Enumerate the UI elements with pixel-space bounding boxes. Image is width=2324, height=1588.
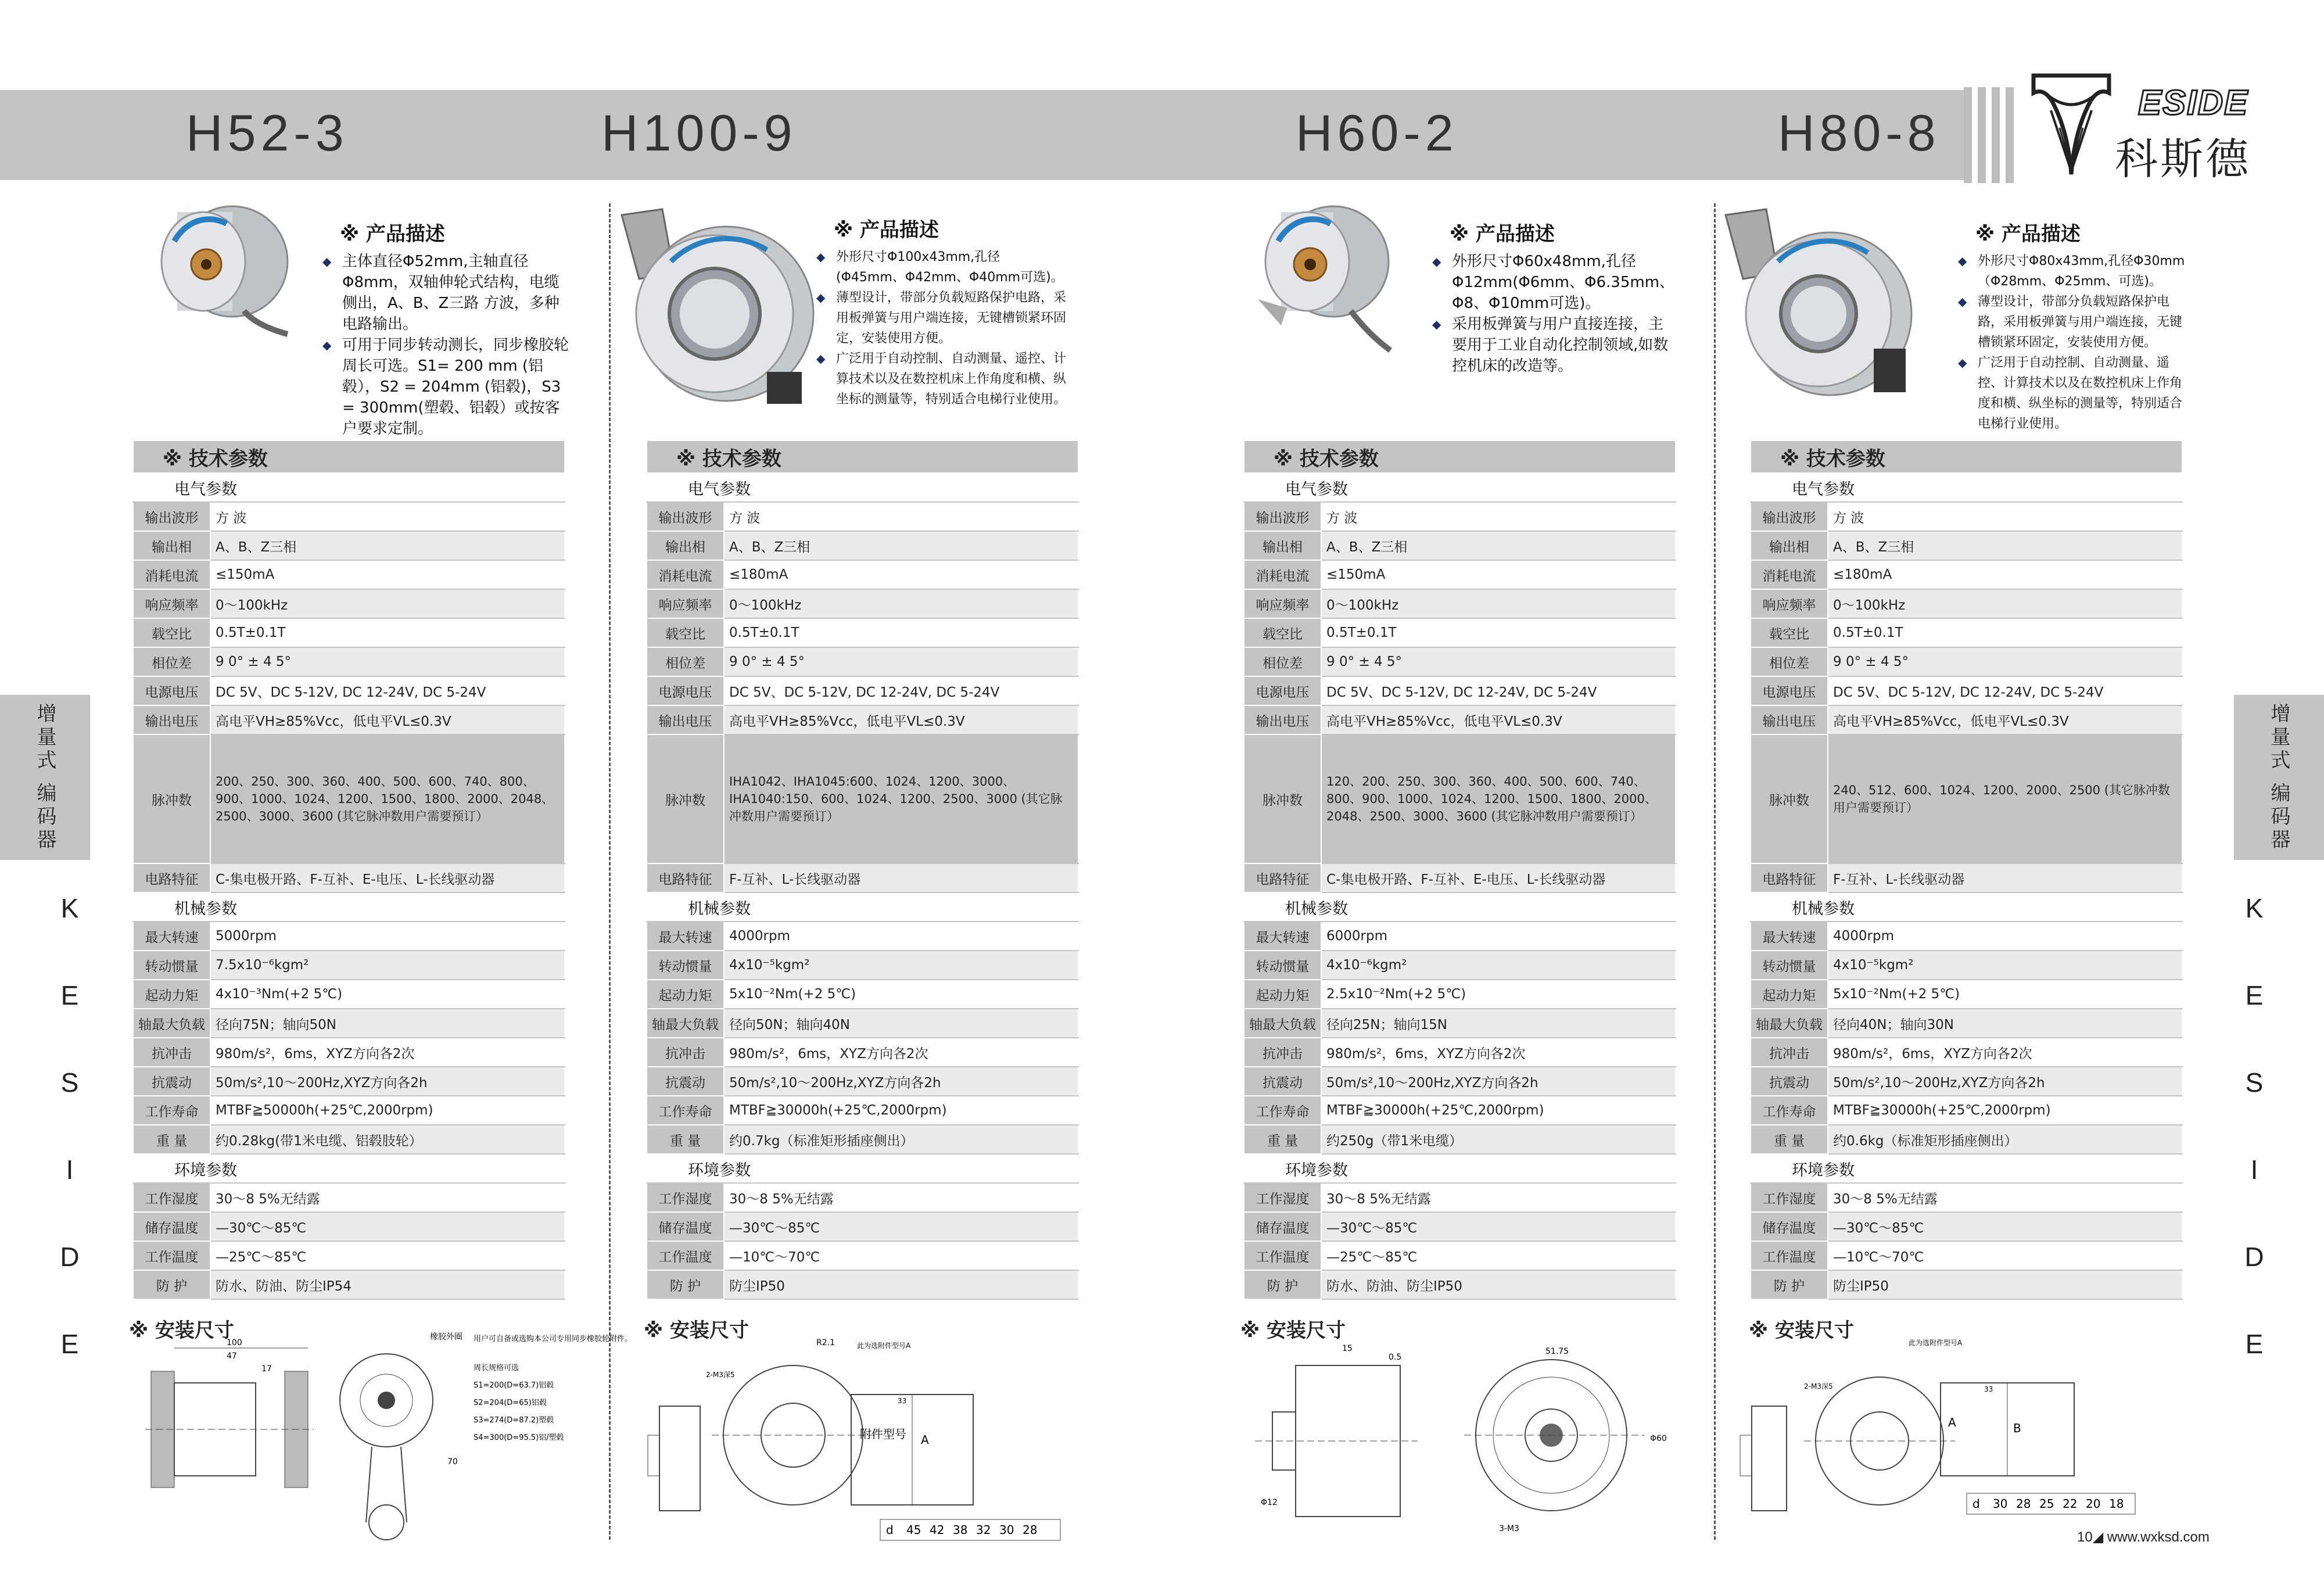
spec-label: 消耗电流	[1244, 560, 1321, 589]
spec-value: 约250g（带1米电缆）	[1321, 1125, 1676, 1154]
spec-label: 脉冲数	[1751, 734, 1828, 863]
spec-value: DC 5V、DC 5-12V, DC 12-24V, DC 5-24V	[1828, 676, 2182, 705]
spec-value: 0.5T±0.1T	[724, 618, 1078, 647]
spec-value: ≤180mA	[724, 560, 1078, 589]
spec-label: 最大转速	[647, 922, 724, 951]
spec-value: 5x10⁻²Nm(+2 5℃)	[1828, 980, 2182, 1009]
spec-value: 径向25N；轴向15N	[1321, 1009, 1676, 1038]
spec-label: 电源电压	[647, 676, 724, 705]
spec-value: 方 波	[210, 502, 565, 531]
spec-value: 方 波	[724, 502, 1078, 531]
spec-value: —30℃～85℃	[210, 1212, 565, 1241]
spec-value: IHA1042、IHA1045:600、1024、1200、3000、IHA1040:150、600、1024、1200、2500、3000 (其它脉冲数用户需要预订）	[724, 734, 1078, 863]
side-letter: E	[2245, 980, 2264, 1010]
spec-value: 4x10⁻⁵kgm²	[1828, 951, 2182, 980]
drawing-note: S4=300(D=95.5)铝/塑毂	[474, 1433, 564, 1442]
spec-value: ≤180mA	[1828, 560, 2182, 589]
desc-title: ※ 产品描述	[834, 218, 939, 242]
encoder-h80-8-image	[1720, 203, 1929, 413]
spec-value: 方 波	[1321, 502, 1676, 531]
drawing-note: 周长规格可选	[474, 1364, 519, 1372]
accessory-label: A	[1948, 1415, 1956, 1429]
spec-label: 防 护	[133, 1270, 210, 1299]
product-description	[1432, 251, 1676, 377]
spec-label: 抗冲击	[1751, 1038, 1828, 1067]
spec-label: 抗震动	[1751, 1067, 1828, 1096]
drawing-note: 此为选附件型号A	[1909, 1339, 1963, 1347]
spec-value: 0～100kHz	[724, 589, 1078, 618]
spec-label: 起动力矩	[1244, 980, 1321, 1009]
spec-value: C-集电极开路、F-互补、E-电压、L-长线驱动器	[210, 863, 565, 892]
spec-value: 120、200、250、300、360、400、500、600、740、800、900、1000、1024、1200、1500、1800、2000、2048、2500、3000、3600 (其它脉冲数用户需要预订）	[1321, 734, 1676, 863]
spec-title: ※ 技术参数	[1751, 440, 2182, 473]
spec-value: —30℃～85℃	[724, 1212, 1078, 1241]
spec-label: 工作温度	[1751, 1241, 1828, 1270]
spec-value: A、B、Z三相	[1321, 531, 1676, 560]
spec-label: 工作湿度	[1751, 1183, 1828, 1212]
desc-item: ◆ 广泛用于自动控制、自动测量、遥控、计算技术以及在数控机床上作角度和横、纵坐标的测量等，特别适合电梯行业使用。	[1958, 353, 2190, 434]
spec-value: 980m/s²，6ms，XYZ方向各2次	[210, 1038, 565, 1067]
spec-label: 脉冲数	[647, 734, 724, 863]
drawing-h60-2	[1243, 1331, 1697, 1551]
desc-item: ◆ 外形尺寸Φ100x43mm,孔径(Φ45mm、Φ42mm、Φ40mm可选)。	[816, 247, 1066, 288]
side-tab-label: 增量式 编码器	[33, 702, 56, 852]
spec-label: 输出波形	[133, 502, 210, 531]
section-title: 环境参数	[133, 1154, 565, 1183]
spec-value: 防水、防油、防尘IP50	[1321, 1270, 1676, 1299]
section-title: 电气参数	[133, 473, 565, 502]
spec-label: 防 护	[1244, 1270, 1321, 1299]
dim-label: 3-M3	[1499, 1524, 1519, 1533]
model-title-h52-3: H52-3	[186, 104, 349, 162]
spec-title: ※ 技术参数	[1244, 440, 1676, 473]
spec-value: —10℃～70℃	[724, 1241, 1078, 1270]
spec-label: 转动惯量	[1244, 951, 1321, 980]
accessory-label: B	[2013, 1421, 2021, 1435]
spec-label: 电源电压	[1751, 676, 1828, 705]
spec-label: 抗冲击	[1244, 1038, 1321, 1067]
spec-label: 相位差	[1244, 647, 1321, 676]
dim-label: 33	[1984, 1385, 1993, 1393]
spec-label: 相位差	[647, 647, 724, 676]
encoder-h100-9-image	[616, 203, 825, 413]
section-title: 电气参数	[1244, 473, 1676, 502]
encoder-h52-3-image	[157, 200, 290, 334]
spec-label: 工作寿命	[1751, 1096, 1828, 1125]
dim-label: 橡胶外圈	[430, 1332, 462, 1342]
spec-value: MTBF≧30000h(+25℃,2000rpm)	[724, 1096, 1078, 1125]
spec-value: A、B、Z三相	[210, 531, 565, 560]
dim-label: Φ60	[1650, 1434, 1667, 1443]
spec-value: F-互补、L-长线驱动器	[1828, 863, 2182, 892]
spec-label: 轴最大负载	[647, 1009, 724, 1038]
spec-value: 6000rpm	[1321, 922, 1676, 951]
product-description	[322, 251, 572, 439]
spec-value: 30～8 5%无结露	[210, 1183, 565, 1212]
install-title: ※ 安装尺寸	[129, 1319, 234, 1342]
spec-value: 防水、防油、防尘IP54	[210, 1270, 565, 1299]
side-letter: I	[2250, 1155, 2258, 1185]
spec-value: 4x10⁻⁵kgm²	[724, 951, 1078, 980]
spec-label: 转动惯量	[647, 951, 724, 980]
spec-label: 电源电压	[1244, 676, 1321, 705]
spec-label: 抗震动	[133, 1067, 210, 1096]
spec-label: 载空比	[647, 618, 724, 647]
spec-value: 30～8 5%无结露	[1321, 1183, 1676, 1212]
spec-label: 电路特征	[133, 863, 210, 892]
dim-label: R2.1	[816, 1338, 835, 1347]
spec-value: MTBF≧30000h(+25℃,2000rpm)	[1828, 1096, 2182, 1125]
spec-value: 980m/s²，6ms，XYZ方向各2次	[724, 1038, 1078, 1067]
section-title: 电气参数	[1751, 473, 2182, 502]
spec-value: —30℃～85℃	[1321, 1212, 1676, 1241]
dim-table-cell: 30	[999, 1523, 1014, 1537]
spec-value: 径向40N；轴向30N	[1828, 1009, 2182, 1038]
spec-value: 5000rpm	[210, 922, 565, 951]
page-footer	[2077, 1529, 2210, 1546]
spec-value: DC 5V、DC 5-12V, DC 12-24V, DC 5-24V	[724, 676, 1078, 705]
dim-label: 2-M3深5	[706, 1371, 735, 1379]
spec-value: C-集电极开路、F-互补、E-电压、L-长线驱动器	[1321, 863, 1676, 892]
spec-value: 高电平VH≥85%Vcc，低电平VL≤0.3V	[210, 705, 565, 734]
spec-label: 储存温度	[1751, 1212, 1828, 1241]
drawing-note: S2=204(D=65)铝毂	[474, 1399, 547, 1407]
accessory-label: 附件型号	[860, 1427, 906, 1441]
spec-label: 储存温度	[133, 1212, 210, 1241]
spec-label: 脉冲数	[133, 734, 210, 863]
spec-label: 响应频率	[1244, 589, 1321, 618]
spec-label: 起动力矩	[133, 980, 210, 1009]
dim-label: Φ12	[1261, 1498, 1278, 1507]
drawing-note: S3=274(D=87.2)塑毂	[474, 1416, 554, 1425]
dim-label: 100	[227, 1338, 242, 1347]
spec-value: 200、250、300、360、400、500、600、740、800、900、1000、1024、1200、1500、1800、2000、2048、2500、3000、3600 (其它脉冲数用户需要预订）	[210, 734, 565, 863]
dim-table-cell: d	[1972, 1497, 1980, 1511]
spec-value: 0～100kHz	[210, 589, 565, 618]
desc-title: ※ 产品描述	[340, 223, 445, 246]
spec-label: 输出波形	[1244, 502, 1321, 531]
desc-item: ◆ 薄型设计，带部分负载短路保护电路，采用板弹簧与用户端连接，无键槽锁紧环固定，安装使用方便。	[816, 288, 1066, 349]
side-tab-left	[0, 695, 90, 860]
spec-value: —10℃～70℃	[1828, 1241, 2182, 1270]
dim-label: 33	[898, 1397, 907, 1405]
spec-label: 相位差	[133, 647, 210, 676]
spec-label: 工作温度	[1244, 1241, 1321, 1270]
spec-value: 4000rpm	[1828, 922, 2182, 951]
spec-label: 输出相	[1244, 531, 1321, 560]
spec-label: 轴最大负载	[133, 1009, 210, 1038]
spec-value: 980m/s²，6ms，XYZ方向各2次	[1828, 1038, 2182, 1067]
spec-value: 4x10⁻³Nm(+2 5℃)	[210, 980, 565, 1009]
dim-table-cell: 28	[1023, 1523, 1038, 1537]
install-title: ※ 安装尺寸	[1749, 1319, 1854, 1342]
spec-value: —25℃～85℃	[1321, 1241, 1676, 1270]
spec-label: 工作寿命	[647, 1096, 724, 1125]
section-title: 环境参数	[647, 1154, 1078, 1183]
spec-value: 约0.28kg(带1米电缆、铝毂肢轮）	[210, 1125, 565, 1154]
dim-table-cell: 18	[2109, 1497, 2124, 1511]
spec-label: 输出电压	[133, 705, 210, 734]
side-letter: D	[60, 1242, 80, 1272]
spec-label: 抗震动	[1244, 1067, 1321, 1096]
spec-label: 重 量	[647, 1125, 724, 1154]
spec-label: 消耗电流	[1751, 560, 1828, 589]
triangle-icon: ◢	[2092, 1529, 2107, 1545]
drawing-h100-9	[636, 1331, 1089, 1551]
accessory-label: A	[921, 1433, 929, 1447]
column-divider	[1714, 203, 1716, 1540]
side-letter: E	[60, 1329, 79, 1359]
dim-table-cell: 42	[930, 1523, 945, 1537]
dim-label: 17	[261, 1364, 272, 1374]
spec-label: 输出波形	[647, 502, 724, 531]
spec-value: 防尘IP50	[724, 1270, 1078, 1299]
spec-value: 高电平VH≥85%Vcc，低电平VL≤0.3V	[1828, 705, 2182, 734]
drawing-note: 用户可自备或选购本公司专用同步橡胶轮附件。	[474, 1335, 633, 1343]
side-letter: D	[2244, 1242, 2264, 1272]
spec-label: 储存温度	[647, 1212, 724, 1241]
spec-label: 抗冲击	[133, 1038, 210, 1067]
model-title-h60-2: H60-2	[1296, 104, 1458, 162]
spec-label: 转动惯量	[133, 951, 210, 980]
spec-value: 7.5x10⁻⁶kgm²	[210, 951, 565, 980]
spec-table-h100-9	[646, 440, 1079, 1300]
spec-value: 30～8 5%无结露	[724, 1183, 1078, 1212]
dim-label: 70	[447, 1457, 458, 1467]
side-letter: S	[60, 1067, 79, 1098]
spec-label: 最大转速	[133, 922, 210, 951]
product-description	[816, 247, 1066, 410]
spec-label: 输出电压	[1751, 705, 1828, 734]
dim-table-cell: 22	[2063, 1497, 2078, 1511]
spec-value: 9 0° ± 4 5°	[210, 647, 565, 676]
spec-value: MTBF≧30000h(+25℃,2000rpm)	[1321, 1096, 1676, 1125]
spec-label: 起动力矩	[1751, 980, 1828, 1009]
spec-table-h52-3	[132, 440, 565, 1300]
side-letter: K	[2245, 893, 2264, 923]
dim-table-cell: 25	[2039, 1497, 2054, 1511]
spec-title: ※ 技术参数	[133, 440, 565, 473]
spec-label: 电路特征	[647, 863, 724, 892]
spec-value: 50m/s²,10～200Hz,XYZ方向各2h	[210, 1067, 565, 1096]
spec-label: 响应频率	[1751, 589, 1828, 618]
spec-label: 消耗电流	[133, 560, 210, 589]
spec-label: 工作寿命	[133, 1096, 210, 1125]
section-title: 机械参数	[647, 892, 1078, 922]
spec-label: 相位差	[1751, 647, 1828, 676]
section-title: 机械参数	[133, 892, 565, 922]
dim-label: 47	[227, 1352, 237, 1361]
model-title-h80-8: H80-8	[1778, 104, 1941, 162]
section-title: 环境参数	[1751, 1154, 2182, 1183]
dim-label: 2-M3深5	[1804, 1382, 1833, 1390]
section-title: 机械参数	[1244, 892, 1676, 922]
spec-label: 轴最大负载	[1751, 1009, 1828, 1038]
spec-title: ※ 技术参数	[647, 440, 1078, 473]
spec-value: 980m/s²，6ms，XYZ方向各2次	[1321, 1038, 1676, 1067]
spec-label: 载空比	[1751, 618, 1828, 647]
spec-value: 50m/s²,10～200Hz,XYZ方向各2h	[724, 1067, 1078, 1096]
section-title: 电气参数	[647, 473, 1078, 502]
spec-label: 防 护	[647, 1270, 724, 1299]
desc-item: ◆ 外形尺寸Φ60x48mm,孔径Φ12mm(Φ6mm、Φ6.35mm、Φ8、Φ10mm可选)。	[1432, 251, 1676, 314]
spec-label: 工作寿命	[1244, 1096, 1321, 1125]
header-stripes	[1964, 87, 2028, 183]
brand-logo	[2028, 70, 2272, 186]
side-letter: I	[66, 1155, 74, 1185]
spec-value: —25℃～85℃	[210, 1241, 565, 1270]
dim-label: 0.5	[1389, 1353, 1402, 1362]
spec-label: 起动力矩	[647, 980, 724, 1009]
dim-table-cell: 45	[906, 1523, 921, 1537]
spec-value: 0.5T±0.1T	[1321, 618, 1676, 647]
spec-value: 2.5x10⁻²Nm(+2 5℃)	[1321, 980, 1676, 1009]
spec-value: 4x10⁻⁶kgm²	[1321, 951, 1676, 980]
spec-value: 240、512、600、1024、1200、2000、2500 (其它脉冲数用户需要预订）	[1828, 734, 2182, 863]
spec-value: ≤150mA	[210, 560, 565, 589]
spec-label: 重 量	[1751, 1125, 1828, 1154]
spec-value: 径向50N；轴向40N	[724, 1009, 1078, 1038]
spec-value: DC 5V、DC 5-12V, DC 12-24V, DC 5-24V	[210, 676, 565, 705]
desc-item: ◆ 薄型设计，带部分负载短路保护电路，采用板弹簧与用户端连接，无键槽锁紧环固定，安装使用方便。	[1958, 292, 2190, 353]
spec-value: 30～8 5%无结露	[1828, 1183, 2182, 1212]
side-tab-label: 增量式 编码器	[2267, 702, 2290, 852]
spec-value: 高电平VH≥85%Vcc，低电平VL≤0.3V	[1321, 705, 1676, 734]
desc-item: ◆ 主体直径Φ52mm,主轴直径Φ8mm，双轴伸轮式结构，电缆侧出，A、B、Z三路 方波，多种电路输出。	[322, 251, 572, 335]
spec-label: 重 量	[1244, 1125, 1321, 1154]
side-letter: K	[60, 893, 79, 923]
spec-value: DC 5V、DC 5-12V, DC 12-24V, DC 5-24V	[1321, 676, 1676, 705]
spec-value: A、B、Z三相	[724, 531, 1078, 560]
spec-value: 9 0° ± 4 5°	[1828, 647, 2182, 676]
spec-label: 输出电压	[647, 705, 724, 734]
spec-label: 输出电压	[1244, 705, 1321, 734]
spec-value: 4000rpm	[724, 922, 1078, 951]
section-title: 环境参数	[1244, 1154, 1676, 1183]
spec-label: 载空比	[1244, 618, 1321, 647]
spec-label: 重 量	[133, 1125, 210, 1154]
side-tab-right	[2234, 695, 2324, 860]
spec-value: 0～100kHz	[1828, 589, 2182, 618]
spec-label: 消耗电流	[647, 560, 724, 589]
dim-table-cell: 28	[2016, 1497, 2031, 1511]
spec-value: 50m/s²,10～200Hz,XYZ方向各2h	[1321, 1067, 1676, 1096]
section-title: 机械参数	[1751, 892, 2182, 922]
side-letter: E	[2245, 1329, 2264, 1359]
side-letter: E	[60, 980, 79, 1010]
dim-label: 51.75	[1545, 1347, 1569, 1356]
spec-label: 防 护	[1751, 1270, 1828, 1299]
spec-label: 输出相	[133, 531, 210, 560]
spec-value: —30℃～85℃	[1828, 1212, 2182, 1241]
install-title: ※ 安装尺寸	[644, 1319, 749, 1342]
page-number: 10	[2077, 1529, 2093, 1545]
product-description	[1958, 251, 2190, 434]
spec-label: 电路特征	[1751, 863, 1828, 892]
desc-item: ◆ 可用于同步转动测长，同步橡胶轮周长可选。S1= 200 mm (铝毂），S2 = 204mm (铝毂)，S3 = 300mm(塑毂、铝毂）或按客户要求定制。	[322, 335, 572, 439]
spec-value: 约0.7kg（标准矩形插座侧出）	[724, 1125, 1078, 1154]
spec-value: 高电平VH≥85%Vcc，低电平VL≤0.3V	[724, 705, 1078, 734]
spec-value: 径向75N；轴向50N	[210, 1009, 565, 1038]
brand-name: 科斯德	[2115, 134, 2251, 184]
spec-label: 最大转速	[1244, 922, 1321, 951]
spec-label: 工作温度	[133, 1241, 210, 1270]
spec-table-h60-2	[1243, 440, 1676, 1300]
spec-label: 载空比	[133, 618, 210, 647]
dim-table-cell: 20	[2086, 1497, 2101, 1511]
brand-latin: ESIDE	[2138, 83, 2249, 122]
side-letter: S	[2245, 1067, 2264, 1098]
spec-label: 脉冲数	[1244, 734, 1321, 863]
install-title: ※ 安装尺寸	[1240, 1319, 1346, 1342]
spec-label: 响应频率	[647, 589, 724, 618]
spec-value: 5x10⁻²Nm(+2 5℃)	[724, 980, 1078, 1009]
spec-value: 0～100kHz	[1321, 589, 1676, 618]
desc-title: ※ 产品描述	[1975, 223, 2081, 246]
spec-label: 抗震动	[647, 1067, 724, 1096]
spec-table-h80-8	[1750, 440, 2183, 1300]
dim-table-cell: 30	[1993, 1497, 2008, 1511]
spec-label: 输出相	[1751, 531, 1828, 560]
spec-label: 输出波形	[1751, 502, 1828, 531]
spec-value: 9 0° ± 4 5°	[1321, 647, 1676, 676]
desc-item: ◆ 采用板弹簧与用户直接连接，主要用于工业自动化控制领域,如数控机床的改造等。	[1432, 314, 1676, 377]
spec-label: 转动惯量	[1751, 951, 1828, 980]
spec-value: MTBF≧50000h(+25℃,2000rpm)	[210, 1096, 565, 1125]
drawing-note: 此为选附件型号A	[857, 1342, 911, 1350]
spec-label: 储存温度	[1244, 1212, 1321, 1241]
drawing-h52-3	[122, 1331, 633, 1563]
spec-value: 0.5T±0.1T	[1828, 618, 2182, 647]
spec-label: 工作温度	[647, 1241, 724, 1270]
spec-value: 防尘IP50	[1828, 1270, 2182, 1299]
spec-label: 响应频率	[133, 589, 210, 618]
drawing-h80-8	[1728, 1331, 2182, 1551]
spec-value: ≤150mA	[1321, 560, 1676, 589]
spec-label: 工作湿度	[647, 1183, 724, 1212]
spec-label: 工作湿度	[133, 1183, 210, 1212]
spec-value: F-互补、L-长线驱动器	[724, 863, 1078, 892]
dim-table-cell: 38	[953, 1523, 968, 1537]
spec-label: 抗冲击	[647, 1038, 724, 1067]
dim-table-cell: d	[886, 1523, 894, 1537]
spec-value: 约0.6kg（标准矩形插座侧出）	[1828, 1125, 2182, 1154]
spec-value: A、B、Z三相	[1828, 531, 2182, 560]
spec-label: 电路特征	[1244, 863, 1321, 892]
spec-value: 0.5T±0.1T	[210, 618, 565, 647]
drawing-note: S1=200(D=63.7)铝毂	[474, 1381, 554, 1390]
spec-label: 输出相	[647, 531, 724, 560]
spec-value: 9 0° ± 4 5°	[724, 647, 1078, 676]
spec-label: 电源电压	[133, 676, 210, 705]
spec-label: 工作湿度	[1244, 1183, 1321, 1212]
desc-title: ※ 产品描述	[1450, 223, 1555, 246]
desc-item: ◆ 广泛用于自动控制、自动测量、遥控、计算技术以及在数控机床上作角度和横、纵坐标的测量等，特别适合电梯行业使用。	[816, 349, 1066, 410]
encoder-h60-2-image	[1252, 200, 1391, 352]
desc-item: ◆ 外形尺寸Φ80x43mm,孔径Φ30mm（Φ28mm、Φ25mm、可选)。	[1958, 251, 2190, 292]
website-url: www.wxksd.com	[2107, 1529, 2210, 1545]
dim-table-cell: 32	[976, 1523, 991, 1537]
spec-value: 方 波	[1828, 502, 2182, 531]
model-title-h100-9: H100-9	[601, 104, 797, 162]
dim-label: 15	[1342, 1344, 1353, 1353]
spec-value: 50m/s²,10～200Hz,XYZ方向各2h	[1828, 1067, 2182, 1096]
logo-mark-icon	[2028, 70, 2115, 180]
spec-label: 轴最大负载	[1244, 1009, 1321, 1038]
spec-label: 最大转速	[1751, 922, 1828, 951]
